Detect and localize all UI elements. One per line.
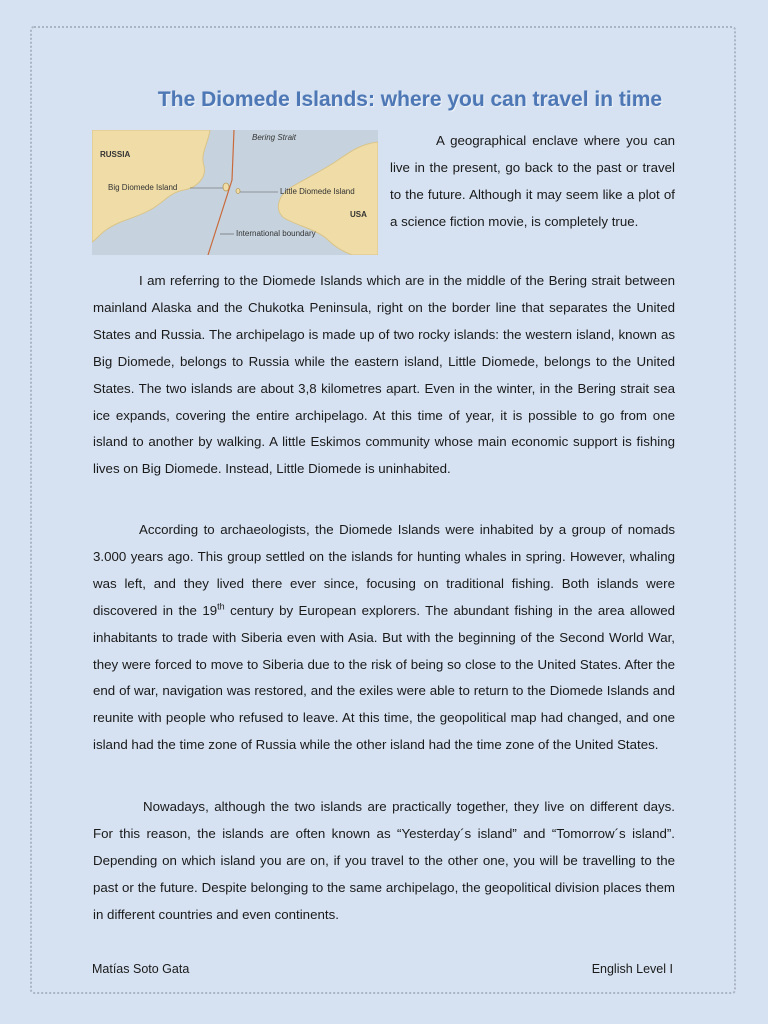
intro-paragraph: [390, 127, 675, 235]
footer-course: English Level I: [591, 962, 673, 976]
map-label-little-diomede: Little Diomede Island: [280, 187, 355, 196]
map-label-big-diomede: Big Diomede Island: [108, 183, 178, 192]
paragraph-1: [93, 268, 675, 483]
paragraph-3-text: Nowadays, although the two islands are practically together, they live on different days. For this reason, the islands are often known as “Yesterday´s island” and “Tomorrow´s island”. Depending on which island you are on, if you travel to the other one, you will be travelling to the past or the future. Despite belonging to the same archipelago, the geopolitical division places them in different countries and even continents.: [93, 799, 675, 922]
ordinal-superscript: th: [217, 601, 225, 612]
map-image: [92, 130, 378, 255]
footer-author: Matías Soto Gata: [92, 962, 190, 976]
paragraph-3: [93, 794, 675, 929]
map-label-bering-strait: Bering Strait: [252, 133, 297, 142]
paragraph-2-text-after: century by European explorers. The abundant fishing in the area allowed inhabitants to trade with Siberia even with Asia. But with the beginning of the Second World War, they were forced to move to Siberia due to the risk of being so close to the United States. After the end of war, navigation was restored, and the exiles were able to return to the Diomede Islands and reunite with people who refused to leave. At this time, the geopolitical map had changed, and one island had the time zone of Russia while the other island had the time zone of the United States.: [93, 602, 675, 753]
paragraph-2-text-before: According to archaeologists, the Diomede Islands were inhabited by a group of nomads 3.000 years ago. This group settled on the islands for hunting whales in spring. However, whaling was left, and they lived there ever since, focusing on traditional fishing. Both islands were discovered in the 19: [93, 522, 675, 618]
map-label-boundary: International boundary: [236, 229, 316, 238]
paragraph-1-text: I am referring to the Diomede Islands which are in the middle of the Bering strait between mainland Alaska and the Chukotka Peninsula, right on the border line that separates the United States and Russia. The archipelago is made up of two rocky islands: the western island, known as Big Diomede, belongs to Russia while the eastern island, Little Diomede, belongs to the United States. The two islands are about 3,8 kilometres apart. Even in the winter, in the Bering strait sea ice expands, covering the entire archipelago. At this time of year, it is possible to go from one island to another by walking. A little Eskimos community whose main economic support is fishing lives on Big Diomede. Instead, Little Diomede is uninhabited.: [93, 273, 675, 477]
intro-text: A geographical enclave where you can live in the present, go back to the past or travel to the future. Although it may seem like a plot of a science fiction movie, is completely true.: [390, 133, 675, 229]
page-title: The Diomede Islands: where you can travel in time: [157, 88, 663, 111]
paragraph-2: [93, 517, 675, 759]
map-label-usa: USA: [350, 210, 367, 219]
map-label-russia: RUSSIA: [100, 150, 131, 159]
